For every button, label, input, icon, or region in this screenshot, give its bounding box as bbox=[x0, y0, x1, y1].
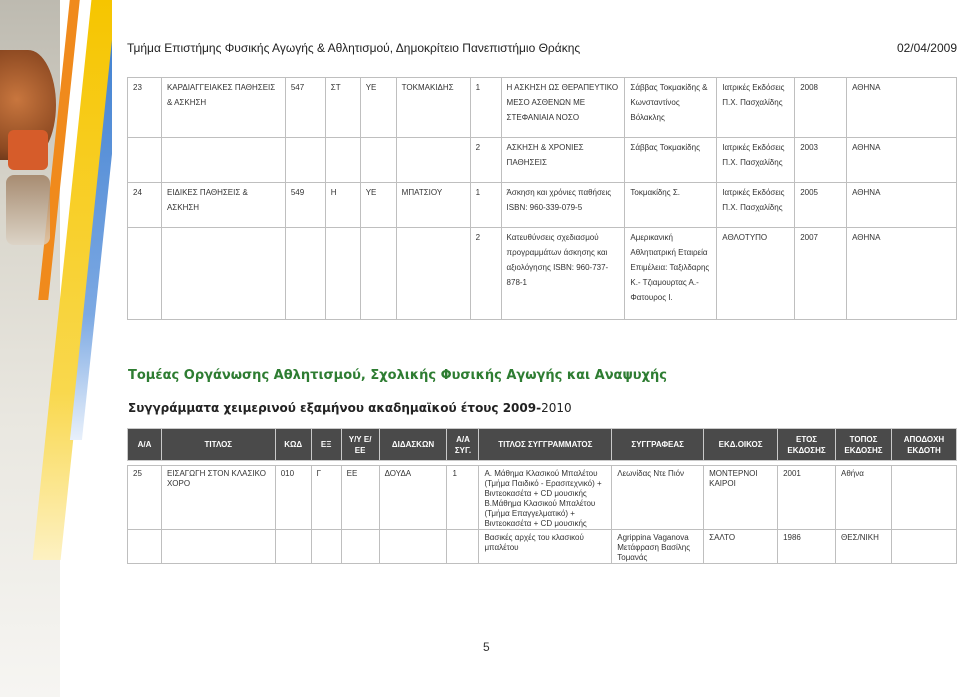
cell: Ιατρικές Εκδόσεις Π.Χ. Πασχαλίδης bbox=[717, 138, 795, 183]
cell bbox=[891, 466, 956, 530]
cell bbox=[396, 228, 470, 320]
section-subtitle bbox=[128, 401, 572, 415]
table-row bbox=[128, 228, 957, 320]
column-header: Α/Α bbox=[128, 429, 162, 461]
cell bbox=[128, 530, 162, 564]
table-row bbox=[128, 183, 957, 228]
cell: 1 bbox=[470, 183, 501, 228]
cell: ΑΘΗΝΑ bbox=[847, 228, 957, 320]
column-header: ΔΙΔΑΣΚΩΝ bbox=[379, 429, 447, 461]
header-date: 02/04/2009 bbox=[896, 41, 957, 55]
column-header: ΕΞ bbox=[311, 429, 341, 461]
column-header: ΚΩΔ bbox=[275, 429, 311, 461]
cell bbox=[311, 530, 341, 564]
cell: ΑΣΚΗΣΗ & ΧΡΟΝΙΕΣ ΠΑΘΗΣΕΙΣ bbox=[501, 138, 625, 183]
cell: Σάββας Τοκμακίδης bbox=[625, 138, 717, 183]
cell: Ιατρικές Εκδόσεις Π.Χ. Πασχαλίδης bbox=[717, 183, 795, 228]
cell bbox=[891, 530, 956, 564]
cell: ΜΠΑΤΣΙΟΥ bbox=[396, 183, 470, 228]
cell bbox=[275, 530, 311, 564]
cell: Σάββας Τοκμακίδης & Κωνσταντίνος Βόλακλης bbox=[625, 78, 717, 138]
cell: ΑΘΗΝΑ bbox=[847, 138, 957, 183]
cell: Λεωνίδας Ντε Πιόν bbox=[612, 466, 704, 530]
cell bbox=[285, 228, 325, 320]
page-number: 5 bbox=[483, 640, 490, 654]
table-row bbox=[128, 138, 957, 183]
column-header: ΤΙΤΛΟΣ bbox=[161, 429, 275, 461]
cell: ΥΕ bbox=[360, 183, 396, 228]
cell: ΚΑΡΔΙΑΓΓΕΙΑΚΕΣ ΠΑΘΗΣΕΙΣ & ΑΣΚΗΣΗ bbox=[161, 78, 285, 138]
cell: ΜΟΝΤΕΡΝΟΙ ΚΑΙΡΟΙ bbox=[704, 466, 778, 530]
cell: 24 bbox=[128, 183, 162, 228]
table-header-row bbox=[128, 429, 957, 461]
cell: Τοκμακίδης Σ. bbox=[625, 183, 717, 228]
cell: Α. Μάθημα Κλασικού Μπαλέτου (Τμήμα Παιδικό - Ερασιτεχνικό) + Βιντεοκασέτα + CD μουσικής Β.Μάθημα Κλασικού Μπαλέτου (Τμήμα Επαγγελματικό) + Βιντεοκασέτα + CD μουσικής bbox=[479, 466, 612, 530]
cell: Αθήνα bbox=[836, 466, 892, 530]
child-shirt-photo bbox=[8, 130, 48, 170]
table-row bbox=[128, 78, 957, 138]
cell: Κατευθύνσεις σχεδιασμού προγραμμάτων άσκησης και αξιολόγησης ISBN: 960-737-878-1 bbox=[501, 228, 625, 320]
cell: ΕΙΔΙΚΕΣ ΠΑΘΗΣΕΙΣ & ΑΣΚΗΣΗ bbox=[161, 183, 285, 228]
cell: 1986 bbox=[778, 530, 836, 564]
cell: ΑΘΛΟΤΥΠΟ bbox=[717, 228, 795, 320]
cell: 1 bbox=[470, 78, 501, 138]
header-title: Τμήμα Επιστήμης Φυσικής Αγωγής & Αθλητισμού, Δημοκρίτειο Πανεπιστήμιο Θράκης bbox=[127, 41, 581, 55]
cell: 2005 bbox=[795, 183, 847, 228]
cell bbox=[128, 138, 162, 183]
cell: 25 bbox=[128, 466, 162, 530]
column-header: ΕΚΔ.ΟΙΚΟΣ bbox=[704, 429, 778, 461]
cell: ΣΤ bbox=[325, 78, 360, 138]
cell bbox=[341, 530, 379, 564]
cell: 23 bbox=[128, 78, 162, 138]
cell: Η bbox=[325, 183, 360, 228]
cell bbox=[396, 138, 470, 183]
cell: ΑΘΗΝΑ bbox=[847, 183, 957, 228]
cell bbox=[128, 228, 162, 320]
table-row bbox=[128, 530, 957, 564]
cell: 2003 bbox=[795, 138, 847, 183]
cell: 547 bbox=[285, 78, 325, 138]
cell bbox=[379, 530, 447, 564]
children-group-photo bbox=[6, 175, 50, 245]
column-header: Υ/Υ Ε/ΕΕ bbox=[341, 429, 379, 461]
cell: 2 bbox=[470, 138, 501, 183]
cell: ΑΘΗΝΑ bbox=[847, 78, 957, 138]
decorative-photo-strip bbox=[0, 0, 112, 697]
cell: 1 bbox=[447, 466, 479, 530]
cell: ΣΑΛΤΟ bbox=[704, 530, 778, 564]
cell: ΘΕΣ/ΝΙΚΗ bbox=[836, 530, 892, 564]
cell bbox=[325, 228, 360, 320]
column-header: ΣΥΓΓΡΑΦΕΑΣ bbox=[612, 429, 704, 461]
cell bbox=[161, 138, 285, 183]
page-header bbox=[127, 41, 957, 59]
cell bbox=[360, 228, 396, 320]
cell: 010 bbox=[275, 466, 311, 530]
cell: Η ΑΣΚΗΣΗ ΩΣ ΘΕΡΑΠΕΥΤΙΚΟ ΜΕΣΟ ΑΣΘΕΝΩΝ ΜΕ ΣΤΕΦΑΝΙΑΙΑ ΝΟΣΟ bbox=[501, 78, 625, 138]
subtitle-text: Συγγράμματα χειμερινού εξαμήνου ακαδημαϊκού έτους 2009- bbox=[128, 401, 542, 415]
cell: Βασικές αρχές του κλασικού μπαλέτου bbox=[479, 530, 612, 564]
cell: Ιατρικές Εκδόσεις Π.Χ. Πασχαλίδης bbox=[717, 78, 795, 138]
cell: 2007 bbox=[795, 228, 847, 320]
cell: Άσκηση και χρόνιες παθήσεις ISBN: 960-339-079-5 bbox=[501, 183, 625, 228]
cell: ΕΙΣΑΓΩΓΗ ΣΤΟΝ ΚΛΑΣΙΚΟ ΧΟΡΟ bbox=[161, 466, 275, 530]
column-header: Α/Α ΣΥΓ. bbox=[447, 429, 479, 461]
column-header: ΤΙΤΛΟΣ ΣΥΓΓΡΑΜΜΑΤΟΣ bbox=[479, 429, 612, 461]
cell: Αμερικανική Αθλητιατρική Εταιρεία Επιμέλεια: Ταξιλδαρης Κ.- Τζιαμουρτας Α.- Φατουρος Ι. bbox=[625, 228, 717, 320]
cell: 2008 bbox=[795, 78, 847, 138]
cell bbox=[447, 530, 479, 564]
courses-table-top bbox=[127, 77, 957, 320]
column-header: ΤΟΠΟΣ ΕΚΔΟΣΗΣ bbox=[836, 429, 892, 461]
cell: ΕΕ bbox=[341, 466, 379, 530]
cell: ΔΟΥΔΑ bbox=[379, 466, 447, 530]
cell: Γ bbox=[311, 466, 341, 530]
cell: 2 bbox=[470, 228, 501, 320]
column-header: ΕΤΟΣ ΕΚΔΟΣΗΣ bbox=[778, 429, 836, 461]
table-row bbox=[128, 466, 957, 530]
cell bbox=[161, 530, 275, 564]
column-header: ΑΠΟΔΟΧΗ ΕΚΔΟΤΗ bbox=[891, 429, 956, 461]
subtitle-year: 2010 bbox=[541, 401, 572, 415]
section-title: Τομέας Οργάνωσης Αθλητισμού, Σχολικής Φυσικής Αγωγής και Αναψυχής bbox=[128, 368, 667, 383]
cell: ΤΟΚΜΑΚΙΔΗΣ bbox=[396, 78, 470, 138]
cell: 2001 bbox=[778, 466, 836, 530]
cell: Agrippina Vaganova Μετάφραση Βασίλης Τομανάς bbox=[612, 530, 704, 564]
cell: 549 bbox=[285, 183, 325, 228]
courses-table-bottom bbox=[127, 428, 957, 564]
cell bbox=[285, 138, 325, 183]
cell bbox=[360, 138, 396, 183]
cell: ΥΕ bbox=[360, 78, 396, 138]
cell bbox=[325, 138, 360, 183]
cell bbox=[161, 228, 285, 320]
